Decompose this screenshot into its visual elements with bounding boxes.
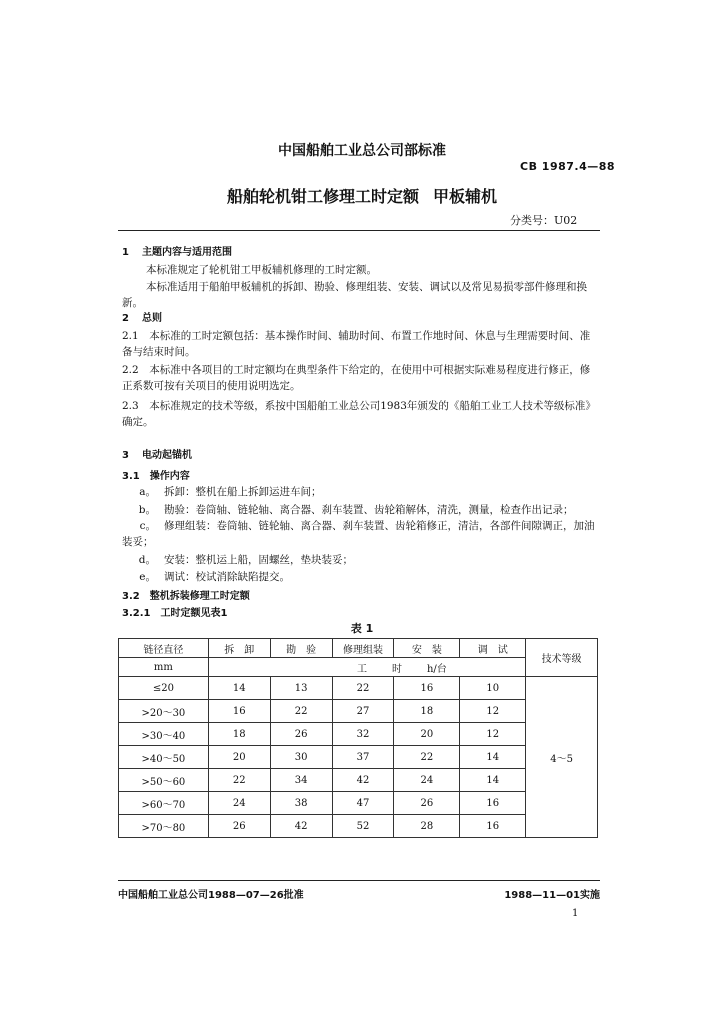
table-row: >70～80 26 42 52 28 16	[119, 815, 598, 838]
section-3-2-1-heading: 3.2.1 工时定额见表1	[122, 608, 228, 619]
header-diameter: 链径直径	[119, 639, 209, 658]
operation-item-c: c。 修理组装：卷筒轴、链轮轴、离合器、刹车装置、齿轮箱修正，清洁，各部件间隙调正，加油装妥；	[122, 520, 595, 548]
header-inspection: 勘 验	[270, 639, 332, 658]
operation-item-e: e。 调试：校试消除缺陷提交。	[139, 571, 290, 583]
header-rule	[118, 230, 600, 231]
section-2-heading: 2 总则	[122, 313, 162, 324]
issuing-organization: 中国船舶工业总公司部标准	[278, 143, 446, 159]
table-header-row	[119, 639, 598, 658]
section-3-1-heading: 3.1 操作内容	[122, 471, 190, 482]
labor-hours-table	[118, 638, 598, 838]
header-testing: 调 试	[460, 639, 526, 658]
section-1-heading: 1 主题内容与适用范围	[122, 247, 232, 258]
section-2-1: 2.1 本标准的工时定额包括：基本操作时间、辅助时间、布置工作地时间、休息与生理需要时间、准备与结束时间。	[122, 330, 591, 358]
operation-item-d: d。 安装：整机运上船，固螺丝，垫块装妥；	[138, 554, 353, 566]
section-2-3: 2.3 本标准规定的技术等级，系按中国船舶工业总公司1983年颁发的《船舶工业工人技术等级标准》确定。	[122, 400, 596, 428]
section-1-para-1: 本标准规定了轮机钳工甲板辅机修理的工时定额。	[146, 264, 377, 276]
standard-code: CB 1987.4—88	[520, 160, 616, 173]
operation-item-b: b。 勘验：卷筒轴、链轮轴、离合器、刹车装置、齿轮箱解体，清洗，测量，检查作出记录；	[138, 504, 574, 516]
unit-mm: mm	[119, 658, 209, 677]
header-skill-grade: 技术等级	[526, 639, 598, 677]
table-row: >30～40 18 26 32 20 12	[119, 723, 598, 746]
document-title	[0, 184, 724, 207]
table-row: ≤20 14 13 22 16 10 4～5	[119, 677, 598, 700]
header-installation: 安 装	[394, 639, 460, 658]
table-row: >50～60 22 34 42 24 14	[119, 769, 598, 792]
section-2-2: 2.2 本标准中各项目的工时定额均在典型条件下给定的，在使用中可根据实际难易程度进行修正，修正系数可按有关项目的使用说明选定。	[122, 364, 591, 392]
table-row: >40～50 20 30 37 22 14	[119, 746, 598, 769]
table-caption: 表 1	[350, 622, 374, 635]
section-3-heading: 3 电动起锚机	[122, 450, 192, 461]
unit-labor-hours: 工 时 h/台	[208, 658, 525, 677]
header-repair-assembly: 修理组装	[332, 639, 394, 658]
skill-grade-value: 4～5	[526, 677, 598, 838]
table-row: >60～70 24 38 47 26 16	[119, 792, 598, 815]
footer-rule	[118, 880, 600, 881]
approval-date: 中国船舶工业总公司1988—07—26批准	[118, 890, 304, 901]
table-row: >20～30 16 22 27 18 12	[119, 700, 598, 723]
header-disassembly: 拆 卸	[208, 639, 270, 658]
effective-date: 1988—11—01实施	[504, 890, 600, 901]
title-main: 船舶轮机钳工修理工时定额	[226, 187, 419, 206]
page-number: 1	[572, 908, 579, 919]
operation-item-a: a。 拆卸：整机在船上拆卸运进车间；	[139, 486, 322, 498]
section-1-para-2: 本标准适用于船舶甲板辅机的拆卸、勘验、修理组装、安装、调试以及常见易损零部件修理和换新。	[122, 281, 587, 309]
classification-number: 分类号：U02	[510, 214, 578, 227]
title-sub: 甲板辅机	[433, 187, 498, 206]
section-3-2-heading: 3.2 整机拆装修理工时定额	[122, 591, 250, 602]
